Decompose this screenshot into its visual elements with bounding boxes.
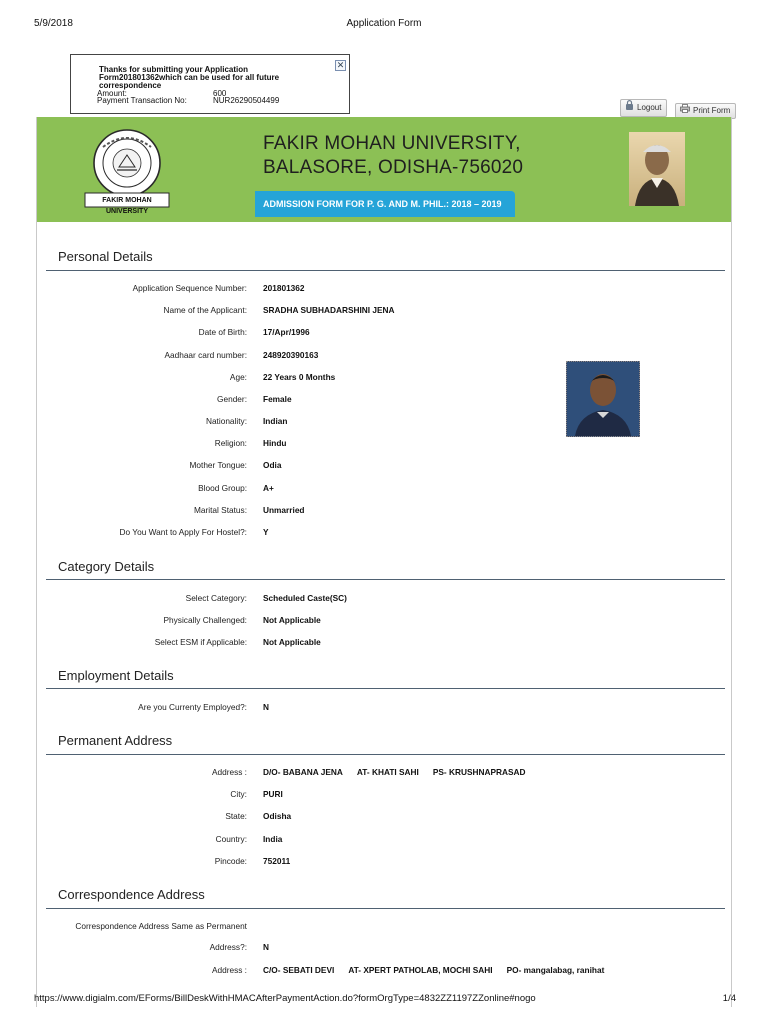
section-title-correspondence-address: Correspondence Address — [58, 887, 205, 902]
field-value — [263, 766, 525, 778]
field-mother-tongue — [0, 459, 768, 471]
field-value: India — [263, 834, 283, 844]
field-value: 248920390163 — [263, 350, 319, 360]
field-value: Not Applicable — [263, 637, 321, 647]
field-value: 201801362 — [263, 283, 305, 293]
address-part: PO- mangalabag, ranihat — [506, 965, 605, 975]
field-value: Odisha — [263, 811, 292, 821]
field-esm — [0, 636, 768, 648]
notice-message: Thanks for submitting your Application Form201801362which can be used for all future correspondence — [99, 65, 280, 90]
university-name-line2: BALASORE, ODISHA-756020 — [263, 157, 524, 178]
section-divider — [46, 579, 725, 580]
field-label: Are you Currenty Employed?: — [138, 702, 247, 712]
field-value: 22 Years 0 Months — [263, 372, 336, 382]
university-name — [263, 132, 523, 180]
section-title-employment: Employment Details — [58, 668, 174, 683]
field-value: A+ — [263, 483, 274, 493]
field-value: Female — [263, 394, 292, 404]
print-form-label: Print Form — [693, 106, 731, 116]
address-part: AT- KHATI SAHI — [356, 767, 419, 777]
field-label: Select ESM if Applicable: — [154, 637, 247, 647]
field-pincode — [0, 855, 768, 867]
field-value: Odia — [263, 460, 282, 470]
print-date: 5/9/2018 — [34, 18, 73, 29]
address-part: PS- KRUSHNAPRASAD — [432, 767, 526, 777]
txn-value: NUR26290504499 — [213, 96, 280, 105]
field-value — [263, 964, 604, 976]
field-value: Indian — [263, 416, 288, 426]
print-footer — [0, 993, 768, 1007]
founder-portrait — [629, 132, 685, 206]
field-state — [0, 810, 768, 822]
section-divider — [46, 754, 725, 755]
field-value: N — [263, 942, 269, 952]
field-value: Unmarried — [263, 505, 305, 515]
field-value: Not Applicable — [263, 615, 321, 625]
address-part: D/O- BABANA JENA — [263, 767, 343, 777]
address-part: AT- XPERT PATHOLAB, MOCHI SAHI — [348, 965, 493, 975]
applicant-photo — [566, 361, 640, 437]
field-label: Do You Want to Apply For Hostel?: — [119, 527, 247, 537]
field-same-as-permanent — [0, 941, 768, 953]
txn-label: Payment Transaction No: — [97, 96, 187, 105]
print-page-number: 1/4 — [722, 993, 736, 1004]
section-title-personal: Personal Details — [58, 249, 153, 264]
amount-label: Amount: — [97, 89, 127, 98]
lock-icon — [625, 100, 634, 116]
printer-icon — [680, 104, 690, 118]
field-label: Physically Challenged: — [163, 615, 247, 625]
field-label: Religion: — [214, 438, 247, 448]
field-label: Name of the Applicant: — [163, 305, 247, 315]
logout-label: Logout — [637, 103, 662, 113]
field-label: Age: — [229, 372, 247, 382]
field-application-sequence — [0, 282, 768, 294]
logo-caption: FAKIR MOHAN UNIVERSITY — [102, 197, 152, 215]
field-label: Aadhaar card number: — [164, 350, 247, 360]
print-title: Application Form — [346, 18, 422, 29]
field-employed — [0, 701, 768, 713]
field-country — [0, 833, 768, 845]
field-age — [0, 371, 768, 383]
field-label: Pincode: — [214, 856, 247, 866]
field-religion — [0, 437, 768, 449]
field-same-as-permanent-line1 — [0, 920, 768, 932]
field-label: Nationality: — [205, 416, 247, 426]
field-value: N — [263, 702, 269, 712]
submission-notice — [70, 54, 350, 114]
field-gender — [0, 393, 768, 405]
field-label: Address : — [211, 965, 247, 975]
field-label: Application Sequence Number: — [132, 283, 247, 293]
address-part: C/O- SEBATI DEVI — [263, 965, 335, 975]
close-icon[interactable]: ✕ — [336, 60, 345, 70]
field-label: Blood Group: — [198, 483, 247, 493]
field-label: City: — [230, 789, 247, 799]
section-title-permanent-address: Permanent Address — [58, 733, 173, 748]
field-date-of-birth — [0, 326, 768, 338]
field-aadhaar — [0, 349, 768, 361]
field-nationality — [0, 415, 768, 427]
field-label: Select Category: — [185, 593, 247, 603]
field-value: Hindu — [263, 438, 287, 448]
university-banner — [37, 117, 731, 222]
field-physically-challenged — [0, 614, 768, 626]
print-header — [0, 18, 768, 32]
field-marital-status — [0, 504, 768, 516]
field-value: Scheduled Caste(SC) — [263, 593, 347, 603]
field-label: Gender: — [217, 394, 247, 404]
field-label: Mother Tongue: — [189, 460, 247, 470]
amount-value: 600 — [213, 89, 227, 98]
field-label: Correspondence Address Same as Permanent — [75, 921, 247, 931]
admission-title: ADMISSION FORM FOR P. G. AND M. PHIL.: 2018 – 2019 — [255, 191, 515, 217]
field-value: SRADHA SUBHADARSHINI JENA — [263, 305, 395, 315]
field-label: Marital Status: — [193, 505, 247, 515]
field-label: Date of Birth: — [198, 327, 247, 337]
field-applicant-name — [0, 304, 768, 316]
university-logo — [83, 127, 171, 215]
section-divider — [46, 688, 725, 689]
field-label: State: — [225, 811, 247, 821]
field-category — [0, 592, 768, 604]
field-blood-group — [0, 482, 768, 494]
notice-txn-row — [97, 97, 279, 105]
field-label: Address : — [211, 767, 247, 777]
section-title-category: Category Details — [58, 559, 155, 574]
print-url: https://www.digialm.com/EForms/BillDeskWithHMACAfterPaymentAction.do?formOrgType=4832ZZ1197ZZonline#nogo — [34, 993, 536, 1004]
field-correspondence-address — [0, 964, 768, 976]
logout-button[interactable] — [620, 99, 667, 117]
field-label: Country: — [215, 834, 247, 844]
field-permanent-address — [0, 766, 768, 778]
field-value: 17/Apr/1996 — [263, 327, 310, 337]
field-value: 752011 — [263, 856, 291, 866]
section-divider — [46, 908, 725, 909]
field-value: PURI — [263, 789, 283, 799]
university-name-line1: FAKIR MOHAN UNIVERSITY, — [263, 133, 521, 154]
field-hostel — [0, 526, 768, 538]
field-city — [0, 788, 768, 800]
field-label: Address?: — [209, 942, 247, 952]
section-divider — [46, 270, 725, 271]
field-value: Y — [263, 527, 269, 537]
